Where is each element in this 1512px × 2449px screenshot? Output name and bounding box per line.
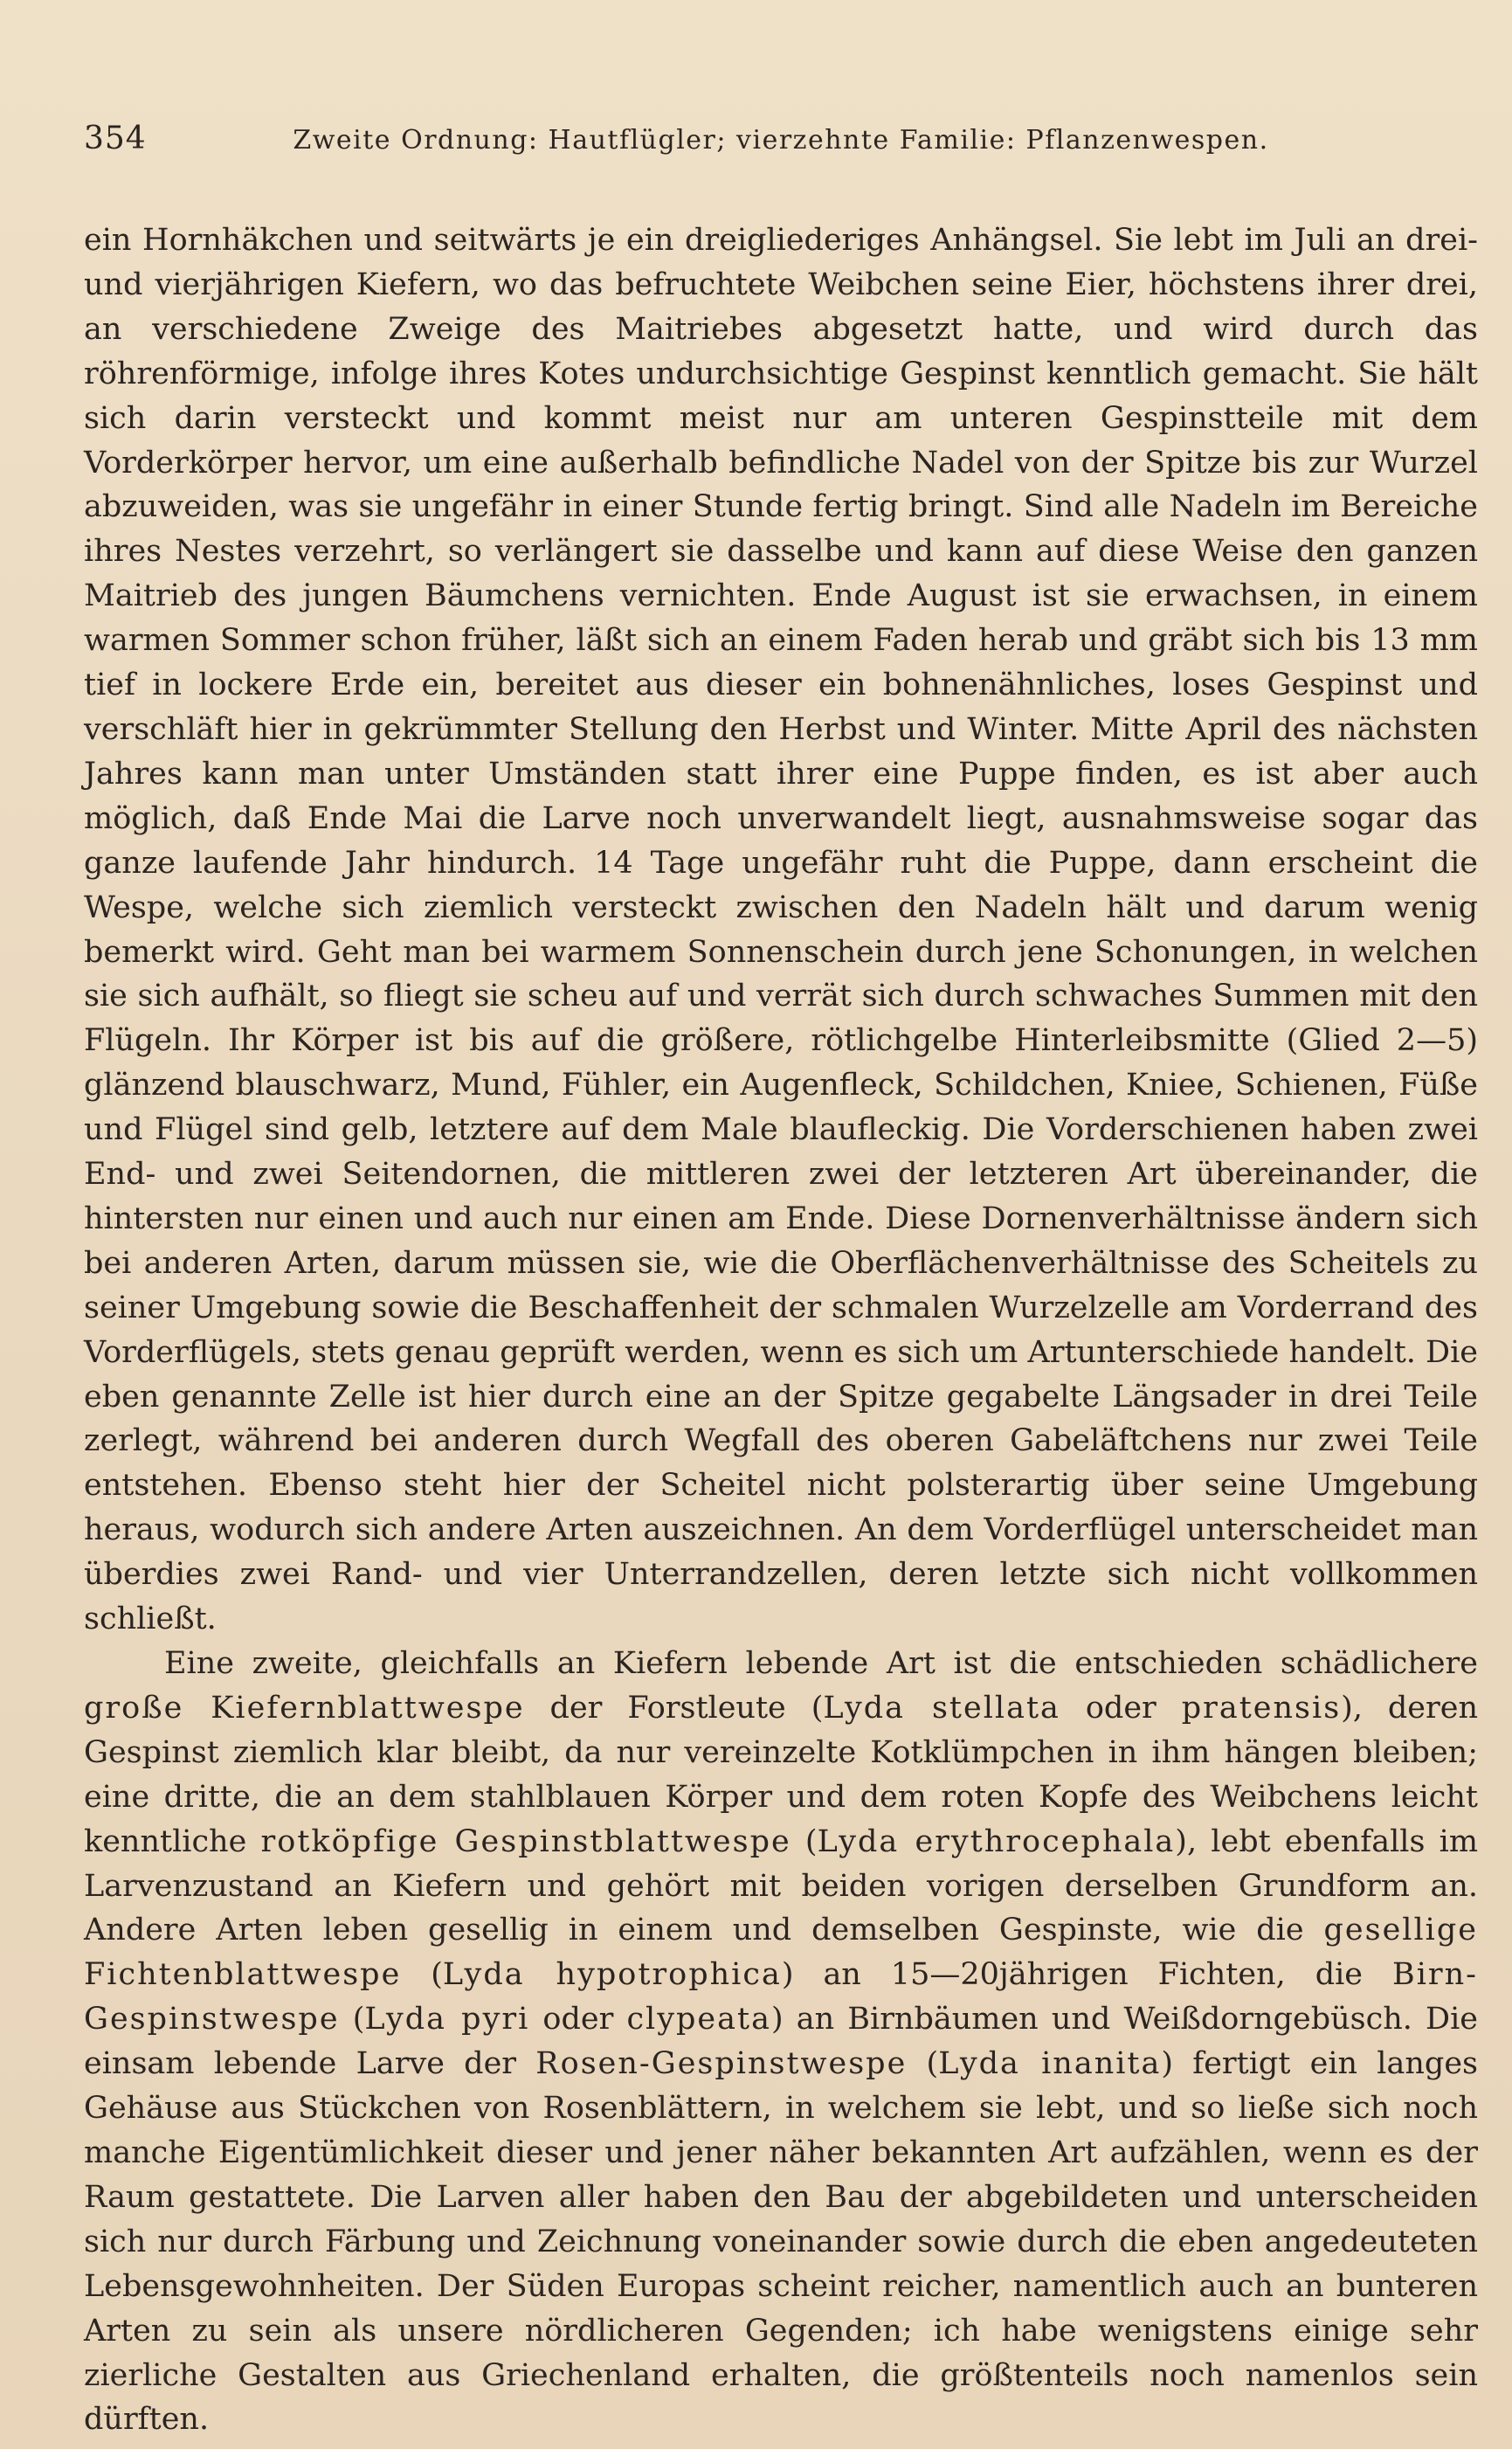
text-run: ) fertigt ein langes Gehäuse aus Stückchen von Rosenblättern, in welchem sie lebt, und so ließe sich noch manche Eigentümlichkeit dieser und jener näher bekannten Art aufzählen, wenn es der Raum gestattete. Die Larven aller haben den Bau der abgebildeten und unterscheiden sich nur durch Färbung und Zeichnung voneinander sowie durch die eben angedeuteten Lebensgewohnheiten. Der Süden Europas scheint reicher, namentlich auch an bunteren Arten zu sein als unsere nördlicheren Gegenden; ich habe wenigstens einige sehr zierliche Gestalten aus Griechenland erhalten, die größtenteils noch namenlos sein dürften. [84, 2046, 1478, 2438]
book-page [84, 121, 1478, 2442]
running-title: Zweite Ordnung: Hautflügler; vierzehnte Familie: Pflanzenwespen. [293, 125, 1269, 156]
text-run: ( [401, 1957, 443, 1993]
text-run: ) an Birnbäumen und Weißdorngebüsch. Die einsam lebende Larve der [84, 2002, 1479, 2082]
body-text [84, 218, 1478, 2442]
spaced-term: Rosen-Gespinstwespe [535, 2046, 908, 2082]
paragraph [84, 218, 1478, 1642]
spaced-term: große Kiefernblattwespe [84, 1690, 525, 1726]
text-run: ( [339, 2002, 365, 2037]
spaced-term: rotköpfige Gespinstblattwespe [260, 1823, 791, 1859]
spaced-term: Lyda stellata [823, 1690, 1060, 1726]
text-run: oder [529, 2002, 627, 2037]
spaced-term: Birn-Gespinstwespe [84, 1957, 1478, 2037]
spaced-term: Lyda inanita [938, 2046, 1162, 2082]
text-run: ein Hornhäkchen und seitwärts je ein dreigliederiges Anhängsel. Sie lebt im Juli an drei- und vierjährigen Kiefern, wo das befruchtete Weibchen seine Eier, höchstens ihrer drei, an verschiedene Zweige des Maitriebes abgesetzt hatte, und wird durch das röhrenförmige, infolge ihres Kotes undurchsichtige Gespinst kenntlich gemacht. Sie hält sich darin versteckt und kommt meist nur am unteren Gespinstteile mit dem Vorderkörper hervor, um eine außerhalb befindliche Nadel von der Spitze bis zur Wurzel abzuweiden, was sie ungefähr in einer Stunde fertig bringt. Sind alle Nadeln im Bereiche ihres Nestes verzehrt, so verlängert sie dasselbe und kann auf diese Weise den ganzen Maitrieb des jungen Bäumchens vernichten. Ende August ist sie erwachsen, in einem warmen Sommer schon früher, läßt sich an einem Faden herab und gräbt sich bis 13 mm tief in lockere Erde ein, bereitet aus dieser ein bohnenähnliches, loses Gespinst und verschläft hier in gekrümmter Stellung den Herbst und Winter. Mitte April des nächsten Jahres kann man unter Umständen statt ihrer eine Puppe finden, es ist aber auch möglich, daß Ende Mai die Larve noch unverwandelt liegt, ausnahmsweise sogar das ganze laufende Jahr hindurch. 14 Tage ungefähr ruht die Puppe, dann erscheint die Wespe, welche sich ziemlich versteckt zwischen den Nadeln hält und darum wenig bemerkt wird. Geht man bei warmem Sonnenschein durch jene Schonungen, in welchen sie sich aufhält, so fliegt sie scheu auf und verrät sich durch schwaches Summen mit den Flügeln. Ihr Körper ist bis auf die größere, rötlichgelbe Hinterleibsmitte (Glied 2—5) glänzend blauschwarz, Mund, Fühler, ein Augenfleck, Schildchen, Kniee, Schienen, Füße und Flügel sind gelb, letztere auf dem Male blaufleckig. Die Vorderschienen haben zwei End- und zwei Seitendornen, die mittleren zwei der letzteren Art übereinander, die hintersten nur einen und auch nur einen am Ende. Diese Dornenverhältnisse ändern sich bei anderen Arten, darum müssen sie, wie die Oberflächenverhältnisse des Scheitels zu seiner Umgebung sowie die Beschaffenheit der schmalen Wurzelzelle am Vorderrand des Vorderflügels, stets genau geprüft werden, wenn es sich um Artunterschiede handelt. Die eben genannte Zelle ist hier durch eine an der Spitze gegabelte Längsader in drei Teile zerlegt, während bei anderen durch Wegfall des oberen Gabeläftchens nur zwei Teile entstehen. Ebenso steht hier der Scheitel nicht polsterartig über seine Umgebung heraus, wodurch sich andere Arten auszeichnen. An dem Vorderflügel unterscheidet man überdies zwei Rand- und vier Unterrandzellen, deren letzte sich nicht vollkommen schließt. [84, 223, 1478, 1637]
text-run: ( [791, 1823, 818, 1859]
spaced-term: clypeata [626, 2002, 771, 2037]
spaced-term: pratensis [1181, 1690, 1342, 1726]
text-run: ), lebt ebenfalls im Larvenzustand an Kiefern und gehört mit beiden vorigen derselben Grundform an. Andere Arten leben gesellig in einem und demselben Gespinste, wie die [84, 1823, 1479, 1948]
text-run: der Forstleute ( [524, 1690, 824, 1726]
spaced-term: gesellige Fichtenblattwespe [84, 1913, 1478, 1993]
spaced-term: Lyda pyri [364, 2002, 530, 2037]
page-number: 354 [84, 121, 147, 156]
text-run: ), deren Gespinst ziemlich klar bleibt, da nur vereinzelte Kotklümpchen in ihm hängen bleiben; eine dritte, die an dem stahlblauen Körper und dem roten Kopfe des Weibchens leicht kenntliche [84, 1690, 1478, 1859]
text-run: oder [1060, 1690, 1182, 1726]
spaced-term: Lyda erythrocephala [817, 1823, 1176, 1859]
text-run: ( [907, 2046, 939, 2082]
running-head [84, 121, 1478, 169]
spaced-term: Lyda hypotrophica [442, 1957, 782, 1993]
text-run: Eine zweite, gleichfalls an Kiefern lebende Art ist die entschieden schädlichere [164, 1646, 1478, 1681]
text-run: ) an 15—20jährigen Fichten, die [781, 1957, 1392, 1993]
paragraph [84, 1642, 1478, 2442]
